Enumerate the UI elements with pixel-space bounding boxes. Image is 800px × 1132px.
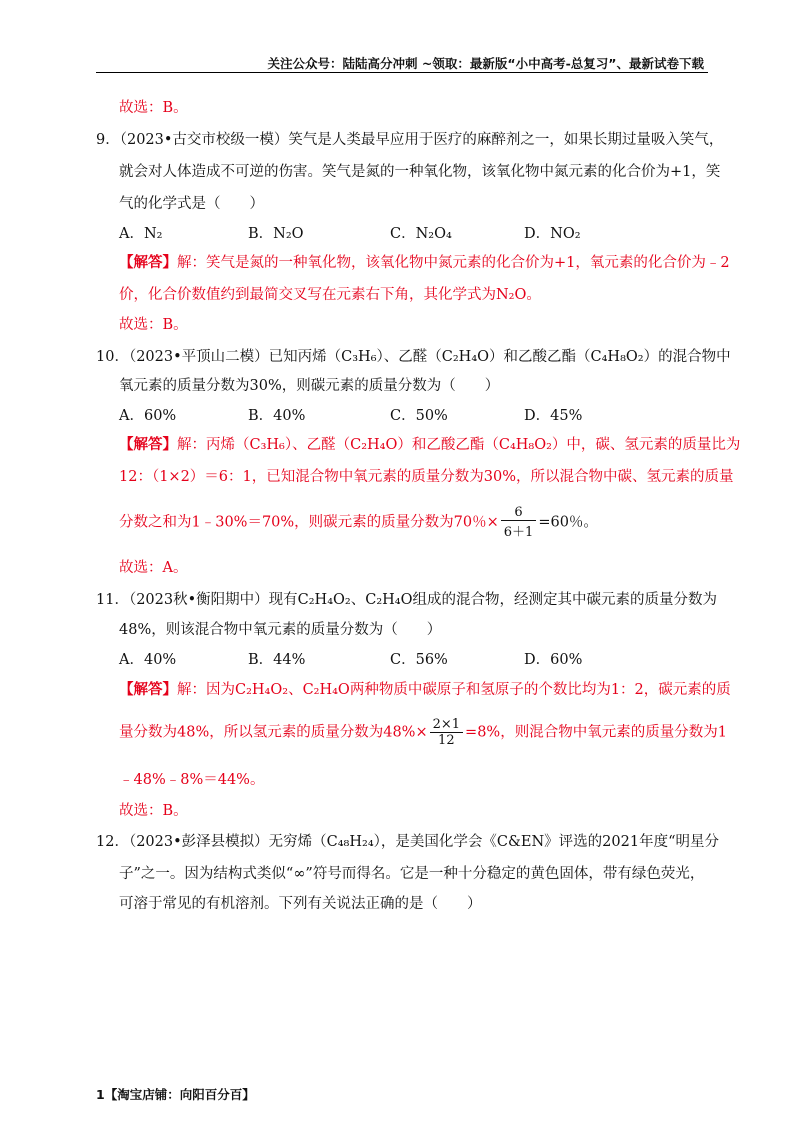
q9-choice: 故选：B。	[119, 317, 188, 333]
q10-answer-tag: 【解答】	[119, 436, 177, 453]
q12-line2: 子”之一。因为结构式类似“∞”符号而得名。它是一种十分稳定的黄色固体，带有绿色荧光，	[119, 866, 705, 882]
q10-answer-line2: 12：（1×2）＝6：1，已知混合物中氧元素的质量分数为30%，所以混合物中碳、氢元素的质量	[119, 469, 734, 485]
q11-answer-line1	[119, 678, 731, 699]
q10-answer-line3	[119, 505, 598, 540]
q10-option-b: B．40%	[248, 408, 306, 424]
q11-line2: 48%，则该混合物中氧元素的质量分数为（ ）	[119, 622, 442, 638]
q10-option-d: D．45%	[524, 408, 583, 424]
q9-answer-tag: 【解答】	[119, 254, 177, 271]
q10-frac-denominator: 6＋1	[503, 525, 534, 540]
q11-choice: 故选：B。	[119, 803, 188, 819]
page-number: 1	[96, 1087, 105, 1102]
q10-line1: 10．（2023•平顶山二模）已知丙烯（C₃H₆）、乙醛（C₂H₄O）和乙酸乙酯（C₄H₈O₂）的混合物中	[96, 349, 731, 365]
q9-option-d: D．NO₂	[524, 226, 581, 242]
q11-answer-text1: 解：因为C₂H₄O₂、C₂H₄O两种物质中碳原子和氢原子的个数比均为1：2，碳元素的质	[177, 682, 731, 698]
page-header: 关注公众号：陆陆高分冲刺 ~领取：最新版“小中高考-总复习”、最新试卷下载	[267, 56, 704, 71]
q11-frac-denominator: 12	[438, 733, 455, 748]
q10-frac-numerator: 6	[501, 505, 537, 521]
q10-option-c: C．50%	[390, 408, 448, 424]
q10-choice: 故选：A。	[119, 560, 188, 576]
q11-option-a: A．40%	[119, 652, 177, 668]
q10-answer-text1: 解：丙烯（C₃H₆）、乙醛（C₂H₄O）和乙酸乙酯（C₄H₈O₂）中，碳、氢元素的质量比为	[177, 437, 741, 453]
page-footer	[96, 1085, 255, 1103]
q10-answer-pre: 分数之和为1﹣30%＝70%，则碳元素的质量分数为70％×	[119, 514, 499, 531]
q11-frac-numerator: 2×1	[430, 717, 463, 733]
q9-line1: 9．（2023•古交市校级一模）笑气是人类最早应用于医疗的麻醉剂之一，如果长期过量吸入笑气，	[96, 132, 724, 148]
q11-fraction	[430, 717, 463, 748]
q11-option-d: D．60%	[524, 652, 583, 668]
q12-line1: 12．（2023•彭泽县模拟）无穷烯（C₄₈H₂₄），是美国化学会《C&EN》评选的2021年度“明星分	[96, 834, 719, 850]
q9-answer-line2: 价，化合价数值约到最简交叉写在元素右下角，其化学式为N₂O。	[119, 287, 541, 303]
q10-answer-line1	[119, 433, 740, 454]
q9-option-a: A．N₂	[119, 226, 163, 242]
prev-answer: 故选：B。	[119, 100, 188, 116]
q9-line2: 就会对人体造成不可逆的伤害。笑气是氮的一种氧化物，该氧化物中氮元素的化合价为+1，笑	[119, 164, 721, 180]
q11-answer-line2	[119, 717, 727, 748]
q11-option-c: C．56%	[390, 652, 448, 668]
q12-line3: 可溶于常见的有机溶剂。下列有关说法正确的是（ ）	[119, 896, 482, 912]
q10-answer-post: =60％。	[538, 514, 598, 531]
q10-line2: 氧元素的质量分数为30%，则碳元素的质量分数为（ ）	[119, 378, 500, 394]
q11-line1: 11．（2023秋•衡阳期中）现有C₂H₄O₂、C₂H₄O组成的混合物，经测定其中碳元素的质量分数为	[96, 592, 717, 608]
q11-answer-line3: ﹣48%﹣8%＝44%。	[119, 772, 265, 788]
q11-answer-tag: 【解答】	[119, 681, 177, 698]
q9-answer-text1: 解：笑气是氮的一种氧化物，该氧化物中氮元素的化合价为+1，氧元素的化合价为﹣2	[177, 255, 730, 271]
q11-answer-post: =8%，则混合物中氧元素的质量分数为1	[465, 724, 727, 741]
q10-option-a: A．60%	[119, 408, 177, 424]
q9-line3: 气的化学式是（ ）	[119, 196, 264, 212]
q11-answer-pre: 量分数为48%，所以氢元素的质量分数为48%×	[119, 724, 428, 741]
q9-option-b: B．N₂O	[248, 226, 304, 242]
q11-option-b: B．44%	[248, 652, 306, 668]
q10-fraction	[501, 505, 537, 540]
header-rule	[96, 72, 708, 73]
q9-option-c: C．N₂O₄	[390, 226, 452, 242]
footer-text: 【淘宝店铺：向阳百分百】	[104, 1087, 255, 1102]
q9-answer-line1	[119, 251, 730, 272]
